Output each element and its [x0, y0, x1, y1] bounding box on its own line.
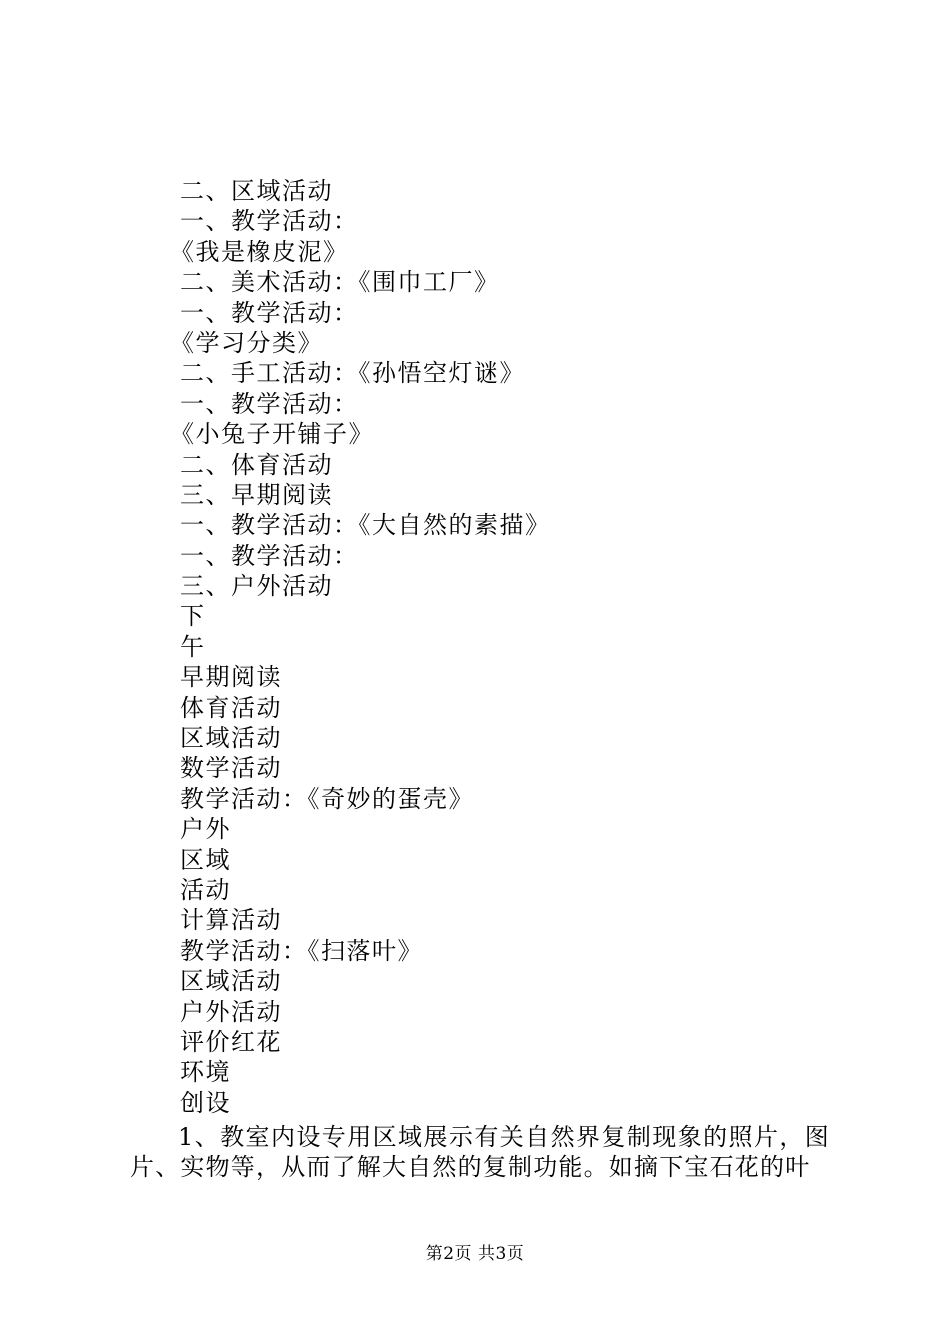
text-line: 《小兔子开铺子》 [170, 420, 374, 449]
text-line: 《学习分类》 [170, 328, 323, 357]
text-line: 区域活动 [180, 967, 282, 996]
text-line: 午 [180, 632, 206, 661]
page-footer: 第2页 共3页 [425, 1244, 525, 1264]
text-line: 户外 [180, 815, 231, 844]
text-line: 三、早期阅读 [180, 480, 333, 509]
text-line: 二、美术活动：《围巾工厂》 [180, 268, 500, 297]
text-line: 评价红花 [180, 1027, 282, 1056]
activity-list [170, 176, 551, 1118]
text-line: 一、教学活动： [180, 207, 359, 236]
text-line: 区域活动 [180, 724, 282, 753]
text-line: 数学活动 [180, 754, 282, 783]
text-line: 一、教学活动： [180, 541, 359, 570]
text-line: 教学活动：《扫落叶》 [180, 936, 423, 965]
text-line: 一、教学活动：《大自然的素描》 [180, 511, 551, 540]
text-line: 二、区域活动 [180, 177, 333, 205]
text-line: 创设 [180, 1088, 231, 1117]
body-paragraph: 1、教室内设专用区域展示有关自然界复制现象的照片，图片、实物等，从而了解大自然的复制功能。如摘下宝石花的叶 [130, 1123, 830, 1182]
text-line: 早期阅读 [180, 663, 282, 692]
text-line: 环境 [180, 1058, 231, 1087]
text-line: 二、体育活动 [180, 450, 333, 479]
text-line: 教学活动：《奇妙的蛋壳》 [180, 784, 474, 813]
text-line: 一、教学活动： [180, 298, 359, 327]
text-line: 一、教学活动： [180, 389, 359, 418]
text-line: 三、户外活动 [180, 572, 333, 601]
text-line: 体育活动 [180, 693, 282, 722]
text-line: 二、手工活动：《孙悟空灯谜》 [180, 359, 525, 388]
text-line: 《我是橡皮泥》 [170, 237, 349, 266]
text-line: 户外活动 [180, 997, 282, 1026]
text-line: 活动 [180, 875, 231, 904]
text-line: 计算活动 [180, 906, 282, 935]
text-line: 下 [180, 602, 206, 631]
text-line: 区域 [180, 845, 231, 874]
